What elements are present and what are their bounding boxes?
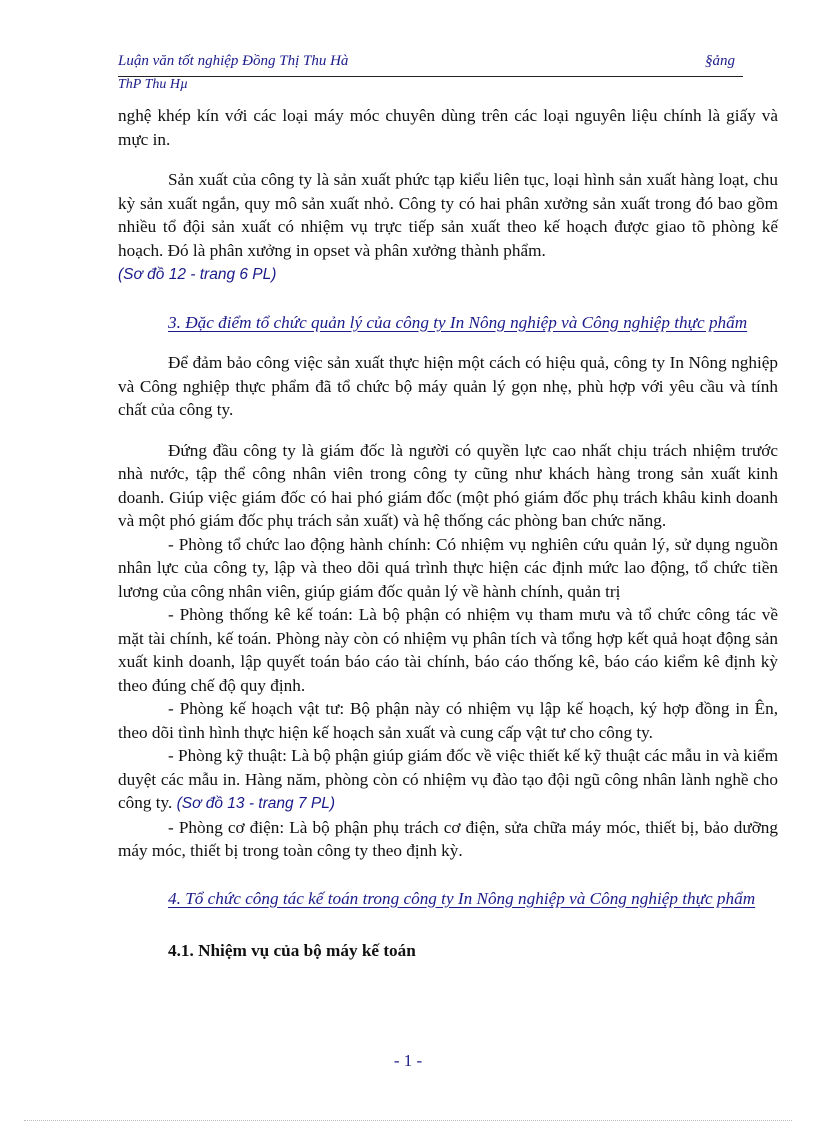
section-heading-3: 3. Đặc điểm tổ chức quản lý của công ty In Nông nghiệp và Công nghiệp thực phẩm [168, 312, 748, 332]
document-body [118, 104, 778, 963]
bullet-accounting-dept: - Phòng thống kê kế toán: Là bộ phận có nhiệm vụ tham mưu và tổ chức công tác về mặt tài chính, kế toán. Phòng này còn có nhiệm vụ phân tích và tổng hợp kết quả hoạt động sản xuất kinh doanh, lập quyết toán báo cáo tài chính, báo cáo thống kê, báo cáo kiểm kê định kỳ theo đúng chế độ quy định. [118, 605, 778, 695]
page-number: - 1 - [393, 1051, 423, 1070]
bullet-technical-text: - Phòng kỹ thuật: Là bộ phận giúp giám đốc về việc thiết kế kỹ thuật các mẫu in và kiểm duyệt các mẫu in. Hàng năm, phòng còn có nhiệm vụ đào tạo đội ngũ công nhân lành nghề cho công ty. [118, 746, 778, 812]
paragraph-production-text: Sản xuất của công ty là sản xuất phức tạp kiểu liên tục, loại hình sản xuất hàng loạt, chu kỳ sản xuất ngắn, quy mô sản xuất nhỏ. Công ty có hai phân xưởng sản xuất trong đó bao gồm nhiều tổ đội sản xuất có nhiệm vụ trực tiếp sản xuất theo kế hoạch được giao tõ phòng kế hoạch. Đó là phân xưởng in opset và phân xưởng thành phẩm. [118, 170, 778, 260]
reference-diagram-13: (Sơ đồ 13 - trang 7 PL) [176, 795, 335, 812]
header-title: Luận văn tốt nghiệp Đồng Thị Thu Hà [118, 53, 349, 69]
header-line [118, 52, 743, 77]
bullet-electrical-dept: - Phòng cơ điện: Là bộ phận phụ trách cơ điện, sửa chữa máy móc, thiết bị, bảo dưỡng máy móc, thiết bị trong toàn công ty theo định kỳ. [118, 817, 778, 860]
section-heading-4: 4. Tổ chức công tác kế toán trong công ty In Nông nghiệp và Công nghiệp thực phẩm [168, 888, 756, 908]
page-bottom-divider [24, 1120, 792, 1121]
paragraph-director: Đứng đầu công ty là giám đốc là người có quyền lực cao nhất chịu trách nhiệm trước nhà nước, tập thể công nhân viên trong công ty cũng như khách hàng trong sản xuất kinh doanh. Giúp việc giám đốc có hai phó giám đốc (một phó giám đốc phụ trách khâu kinh doanh và một phó giám đốc phụ trách sản xuất) và hệ thống các phòng ban chức năng. [118, 440, 778, 530]
paragraph-management: Để đảm bảo công việc sản xuất thực hiện một cách có hiệu quả, công ty In Nông nghiệp và Công nghiệp thực phẩm đã tổ chức bộ máy quản lý gọn nhẹ, phù hợp với yêu cầu và tính chất của công ty. [118, 353, 778, 419]
bullet-technical-dept [118, 744, 778, 816]
paragraph-continuation: nghệ khép kín với các loại máy móc chuyên dùng trên các loại nguyên liệu chính là giấy và mực in. [118, 106, 778, 149]
reference-diagram-12: (Sơ đồ 12 - trang 6 PL) [118, 266, 277, 283]
header-subtitle: ThP Thu Hµ [118, 77, 189, 92]
bullet-admin-dept: - Phòng tổ chức lao động hành chính: Có nhiệm vụ nghiên cứu quản lý, sử dụng nguồn nhân lực của công ty, lập và theo dõi quá trình thực hiện các định mức lao động, tổ chức tiền lương của công nhân viên, giúp giám đốc quản lý về hành chính, quản trị [118, 534, 778, 601]
bullet-planning-dept: - Phòng kế hoạch vật tư: Bộ phận này có nhiệm vụ lập kế hoạch, ký hợp đồng in Ên, theo dõi tình hình thực hiện kế hoạch sản xuất và cung cấp vật tư cho công ty. [118, 699, 778, 742]
subsection-heading-4-1: 4.1. Nhiệm vụ của bộ máy kế toán [168, 941, 416, 960]
page-header [118, 52, 743, 93]
paragraph-production [118, 168, 778, 287]
header-right-text: §ảng [705, 53, 735, 69]
